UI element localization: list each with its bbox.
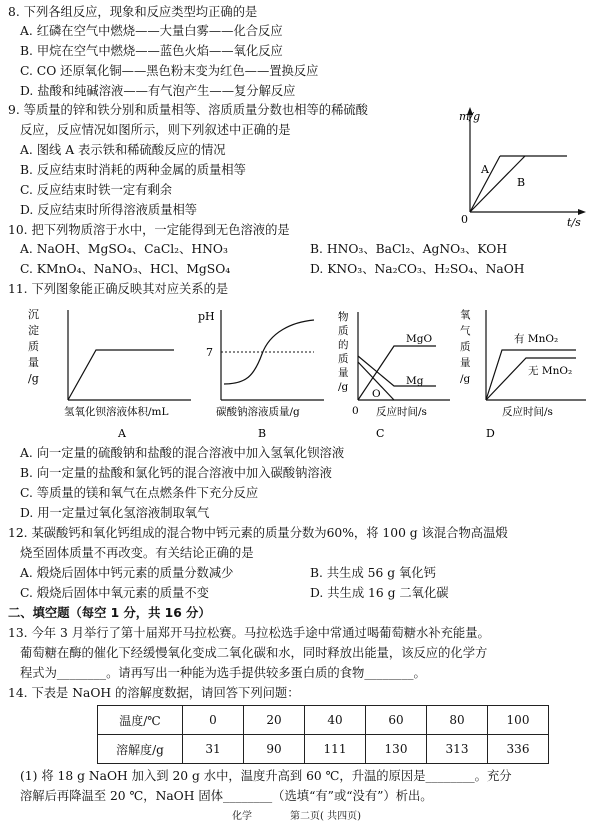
q8-stem: 8. 下列各组反应，现象和反应类型均正确的是 [8, 5, 258, 19]
solubility-cell: 111 [305, 735, 366, 764]
q11-b-y-label: pH [198, 310, 215, 323]
q9-option-a: A. 图线 A 表示铁和稀硫酸反应的情况 [20, 143, 226, 157]
q9-x-label: t/s [567, 216, 581, 229]
q11-d-x-label: 反应时间/s [502, 406, 553, 418]
q10-option-a: A. NaOH、MgSO₄、CaCl₂、HNO₃ [20, 242, 228, 256]
q9-y-label: m/g [459, 110, 481, 123]
q8-option-a: A. 红磷在空气中燃烧——大量白雾——化合反应 [20, 24, 283, 38]
q12-option-b: B. 共生成 56 g 氧化钙 [310, 566, 436, 580]
q9-label-a: A [481, 163, 489, 176]
q11-c-label-o: O [372, 388, 381, 400]
q12-option-a: A. 煅烧后固体中钙元素的质量分数减少 [20, 566, 234, 580]
svg-text:的: 的 [338, 339, 349, 351]
q11-c-mgo-line [358, 346, 436, 400]
temp-cell: 100 [488, 706, 549, 735]
q8-option-d: D. 盐酸和纯碱溶液——有气泡产生——复分解反应 [20, 84, 296, 98]
q11-option-c: C. 等质量的镁和氧气在点燃条件下充分反应 [20, 486, 259, 500]
temp-header: 温度/℃ [98, 706, 183, 735]
temp-cell: 20 [244, 706, 305, 735]
svg-text:/g: /g [338, 381, 349, 393]
footer-page: 第二页( 共四页) [290, 811, 361, 822]
q9-label-b: B [517, 176, 526, 189]
q12-option-d: D. 共生成 16 g 二氧化碳 [310, 586, 449, 600]
q11-c-y-label [338, 310, 349, 393]
q11-a-y-label [28, 308, 39, 385]
temp-cell: 60 [366, 706, 427, 735]
solubility-cell: 31 [183, 735, 244, 764]
svg-text:质: 质 [28, 340, 39, 353]
q11-a-curve [68, 350, 174, 400]
table-row [98, 735, 549, 764]
svg-text:质: 质 [460, 341, 471, 353]
q11-option-a: A. 向一定量的硫酸钠和盐酸的混合溶液中加入氢氧化钡溶液 [20, 446, 345, 460]
solubility-cell: 313 [427, 735, 488, 764]
q11-graph-c [336, 304, 456, 440]
q13-line2: 葡萄糖在酶的催化下经缓慢氧化变成二氧化碳和水，同时释放出能量，该反应的化学方 [20, 646, 488, 660]
q11-d-label-with: 有 MnO₂ [514, 333, 559, 345]
table-row [98, 706, 549, 735]
svg-text:量: 量 [460, 357, 471, 369]
q10-option-c: C. KMnO₄、NaNO₃、HCl、MgSO₄ [20, 262, 231, 276]
svg-text:/g: /g [460, 373, 471, 385]
q11-a-x-label: 氢氧化钡溶液体积/mL [64, 406, 169, 418]
q9-origin: 0 [461, 213, 468, 226]
footer-subject: 化学 [232, 811, 252, 822]
q10-option-d: D. KNO₃、Na₂CO₃、H₂SO₄、NaOH [310, 262, 525, 276]
q11-c-label-mgo: MgO [406, 333, 433, 345]
q12-stem-line2: 烧至固体质量不再改变。有关结论正确的是 [20, 546, 254, 560]
svg-text:/g: /g [28, 372, 39, 385]
q9-option-d: D. 反应结束时所得溶液质量相等 [20, 203, 198, 217]
solubility-cell: 130 [366, 735, 427, 764]
solubility-table [97, 705, 549, 764]
svg-text:氧: 氧 [460, 309, 471, 321]
q12-option-c: C. 煅烧后固体中氧元素的质量不变 [20, 586, 209, 600]
q11-d-y-label [460, 308, 471, 385]
svg-text:气: 气 [460, 325, 471, 337]
q11-option-d: D. 用一定量过氧化氢溶液制取氧气 [20, 506, 210, 520]
q11-c-label-mg: Mg [406, 375, 424, 387]
q13-line3: 程式为________。请再写出一种能为选手提供较多蛋白质的食物________。 [20, 666, 426, 680]
q9-stem-line2: 反应，反应情况如图所示，则下列叙述中正确的是 [20, 123, 291, 137]
solubility-header: 溶解度/g [98, 735, 183, 764]
svg-text:淀: 淀 [28, 324, 39, 337]
q11-b-x-label: 碳酸钠溶液质量/g [216, 406, 300, 418]
svg-text:量: 量 [338, 367, 349, 379]
solubility-cell: 336 [488, 735, 549, 764]
q9-stem-line1: 9. 等质量的锌和铁分别和质量相等、溶质质量分数也相等的稀硫酸 [8, 103, 368, 117]
q14-stem: 14. 下表是 NaOH 的溶解度数据，请回答下列问题： [8, 686, 300, 700]
q11-a-letter: A [118, 427, 126, 440]
q11-d-letter: D [486, 427, 495, 440]
q11-b-letter: B [258, 427, 267, 440]
q11-graph-a [26, 304, 196, 440]
q11-graph-d [456, 304, 594, 440]
solubility-cell: 90 [244, 735, 305, 764]
q10-stem: 10. 把下列物质溶于水中，一定能得到无色溶液的是 [8, 223, 290, 237]
q9-graph [455, 104, 595, 230]
temp-cell: 40 [305, 706, 366, 735]
q11-c-letter: C [376, 427, 385, 440]
q14-sub1-line2: 溶解后再降温至 20 ℃，NaOH 固体________（选填“有”或“没有”）析出。 [20, 789, 433, 803]
q11-graph-b [196, 304, 336, 440]
temp-cell: 0 [183, 706, 244, 735]
q11-d-label-without: 无 MnO₂ [528, 365, 573, 377]
temp-cell: 80 [427, 706, 488, 735]
svg-text:量: 量 [28, 356, 39, 369]
q11-b-tick-7: 7 [206, 346, 213, 359]
q11-option-b: B. 向一定量的盐酸和氯化钙的混合溶液中加入碳酸钠溶液 [20, 466, 332, 480]
svg-text:沉: 沉 [28, 308, 39, 321]
q12-stem-line1: 12. 某碳酸钙和氧化钙组成的混合物中钙元素的质量分数为60%，将 100 g 该混合物高温煅 [8, 526, 508, 540]
q9-option-c: C. 反应结束时铁一定有剩余 [20, 183, 173, 197]
q10-option-b: B. HNO₃、BaCl₂、AgNO₃、KOH [310, 242, 508, 256]
q13-line1: 13. 今年 3 月举行了第十届郑开马拉松赛。马拉松选手途中常通过喝葡萄糖水补充能量。 [8, 626, 490, 640]
svg-text:质: 质 [338, 325, 349, 337]
q11-c-origin: 0 [352, 405, 359, 417]
q11-c-x-label: 反应时间/s [376, 406, 427, 418]
q9-option-b: B. 反应结束时消耗的两种金属的质量相等 [20, 163, 246, 177]
q14-sub1-line1: (1) 将 18 g NaOH 加入到 20 g 水中，温度升高到 60 ℃，升温的原因是________。充分 [20, 769, 512, 783]
svg-text:物: 物 [338, 311, 349, 323]
section-heading: 二、填空题（每空 1 分，共 16 分） [8, 606, 211, 620]
svg-text:质: 质 [338, 353, 349, 365]
q11-stem: 11. 下列图象能正确反映其对应关系的是 [8, 282, 229, 296]
q8-option-b: B. 甲烷在空气中燃烧——蓝色火焰——氧化反应 [20, 44, 283, 58]
q8-option-c: C. CO 还原氧化铜——黑色粉末变为红色——置换反应 [20, 64, 319, 78]
